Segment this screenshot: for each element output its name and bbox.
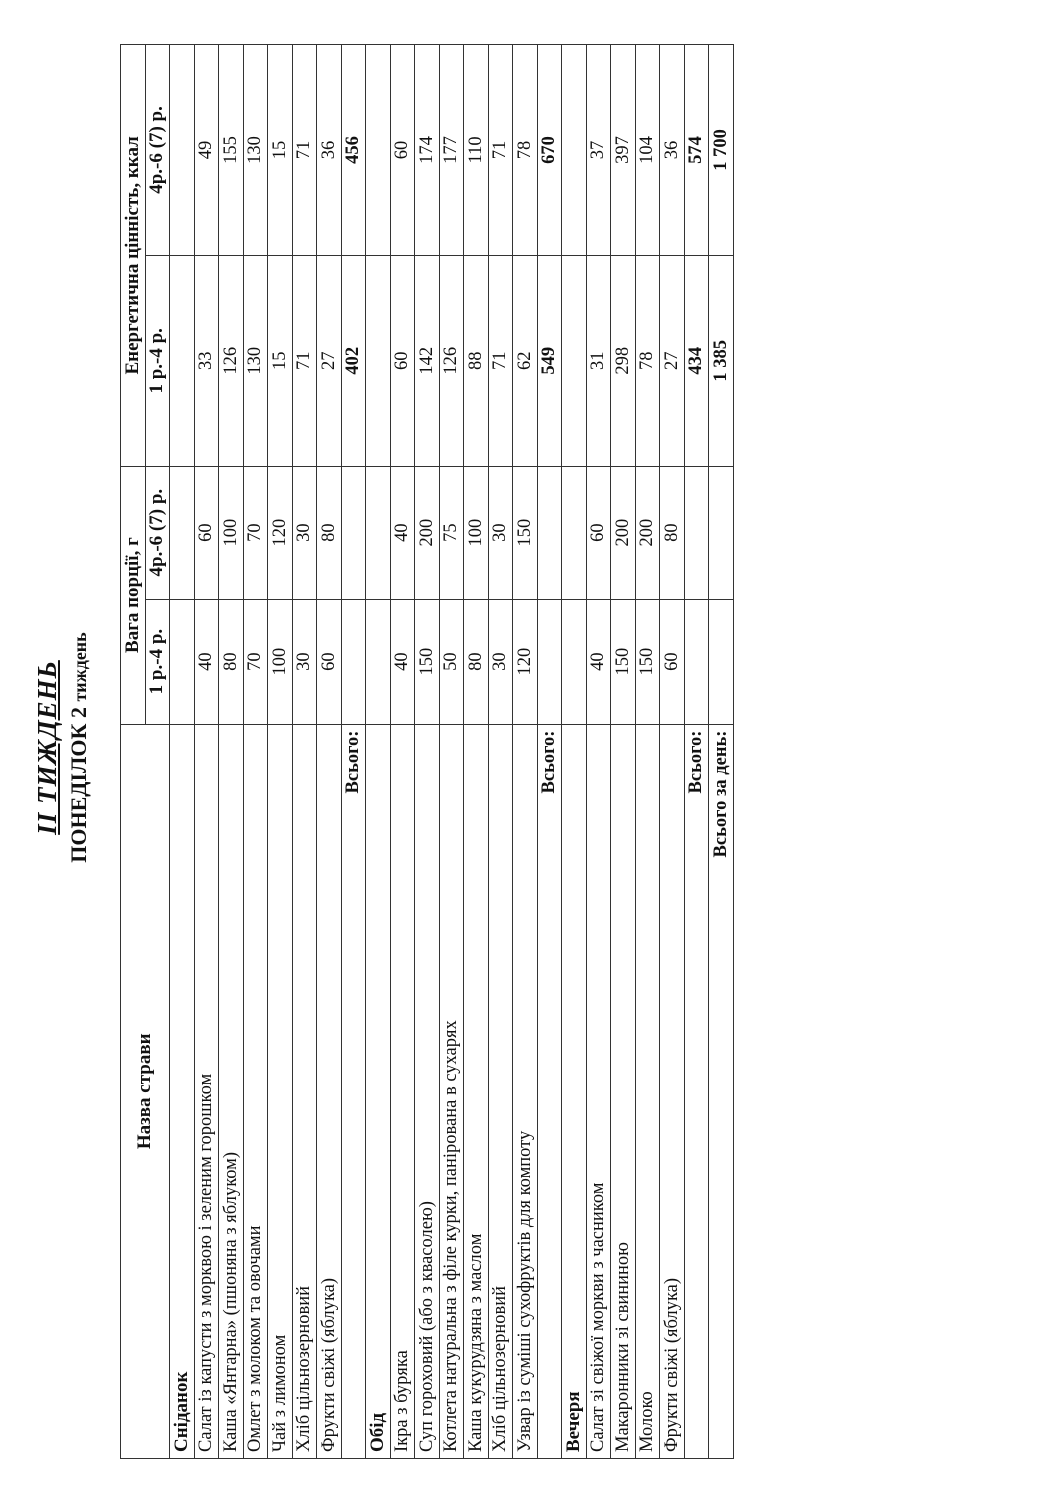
section-total-energy-age2: 670 (537, 45, 562, 256)
weight-age2: 70 (243, 466, 268, 599)
weight-age1: 150 (611, 599, 636, 724)
empty-cell (170, 466, 195, 599)
weight-age1: 30 (292, 599, 317, 724)
empty-cell (562, 466, 587, 599)
weight-age1: 40 (390, 599, 415, 724)
dish-name: Макаронники зі свининою (611, 724, 636, 1458)
energy-age2: 71 (488, 45, 513, 256)
empty-cell (366, 599, 391, 724)
energy-age1: 71 (488, 255, 513, 466)
energy-age1: 142 (415, 255, 440, 466)
day-name: ПОНЕДІЛОК 2 (66, 707, 91, 863)
empty-cell (170, 45, 195, 256)
section-total-energy-age1: 549 (537, 255, 562, 466)
dish-name: Каша «Янтарна» (пшоняна з яблуком) (219, 724, 244, 1458)
weight-age1: 80 (219, 599, 244, 724)
weight-age2: 60 (194, 466, 219, 599)
table-row (635, 45, 660, 1459)
dish-name: Хліб цільнозерновий (292, 724, 317, 1458)
section-total-row (684, 45, 709, 1459)
empty-cell (709, 599, 734, 724)
weight-age2: 80 (660, 466, 685, 599)
empty-cell (170, 255, 195, 466)
day-total-row (709, 45, 734, 1459)
header-row (121, 45, 146, 1459)
section-total-energy-age2: 574 (684, 45, 709, 256)
dish-name: Ікра з буряка (390, 724, 415, 1458)
energy-age1: 298 (611, 255, 636, 466)
empty-cell (366, 255, 391, 466)
empty-cell (366, 466, 391, 599)
energy-age2: 36 (660, 45, 685, 256)
dish-name: Узвар із суміші сухофруктів для компоту (513, 724, 538, 1458)
energy-age2: 60 (390, 45, 415, 256)
energy-age1: 31 (586, 255, 611, 466)
weight-age2: 30 (488, 466, 513, 599)
empty-cell (709, 466, 734, 599)
dish-name: Хліб цільнозерновий (488, 724, 513, 1458)
energy-age1: 71 (292, 255, 317, 466)
weight-age1: 150 (415, 599, 440, 724)
col-energy-age2: 4р.-6 (7) р. (145, 45, 170, 256)
energy-age1: 27 (317, 255, 342, 466)
weight-age2: 75 (439, 466, 464, 599)
empty-cell (537, 599, 562, 724)
energy-age2: 130 (243, 45, 268, 256)
weight-age2: 100 (464, 466, 489, 599)
col-dish-name: Назва страви (121, 724, 170, 1458)
energy-age1: 15 (268, 255, 293, 466)
week-title: II ТИЖДЕНЬ (32, 660, 62, 835)
section-total-label: Всього: (684, 724, 709, 1458)
col-energy-age1: 1 р.-4 р. (145, 255, 170, 466)
empty-cell (537, 466, 562, 599)
weight-age1: 60 (317, 599, 342, 724)
dish-name: Каша кукурудзяна з маслом (464, 724, 489, 1458)
weight-age2: 150 (513, 466, 538, 599)
weight-age1: 40 (194, 599, 219, 724)
weight-age1: 100 (268, 599, 293, 724)
table-row (513, 45, 538, 1459)
weight-age2: 60 (586, 466, 611, 599)
energy-age2: 78 (513, 45, 538, 256)
empty-cell (562, 45, 587, 256)
energy-age1: 62 (513, 255, 538, 466)
day-suffix: тиждень (70, 632, 90, 702)
energy-age2: 37 (586, 45, 611, 256)
energy-age1: 60 (390, 255, 415, 466)
section-title: Обід (366, 724, 391, 1458)
dish-name: Суп гороховий (або з квасолею) (415, 724, 440, 1458)
section-total-row (341, 45, 366, 1459)
dish-name: Чай з лимоном (268, 724, 293, 1458)
weight-age1: 40 (586, 599, 611, 724)
energy-age2: 15 (268, 45, 293, 256)
weight-age2: 200 (635, 466, 660, 599)
dish-name: Молоко (635, 724, 660, 1458)
section-total-row (537, 45, 562, 1459)
table-row (660, 45, 685, 1459)
weight-age2: 200 (611, 466, 636, 599)
section-row (366, 45, 391, 1459)
dish-name: Салат із капусти з морквою і зеленим горошком (194, 724, 219, 1458)
weight-age1: 70 (243, 599, 268, 724)
weight-age2: 30 (292, 466, 317, 599)
energy-age1: 78 (635, 255, 660, 466)
empty-cell (684, 466, 709, 599)
table-row (268, 45, 293, 1459)
energy-age2: 397 (611, 45, 636, 256)
col-energy: Енергетична цінність, ккал (121, 45, 146, 467)
section-total-energy-age2: 456 (341, 45, 366, 256)
dish-name: Салат зі свіжої моркви з часником (586, 724, 611, 1458)
dish-name: Омлет з молоком та овочами (243, 724, 268, 1458)
energy-age2: 110 (464, 45, 489, 256)
energy-age2: 49 (194, 45, 219, 256)
table-row (415, 45, 440, 1459)
table-row (586, 45, 611, 1459)
empty-cell (366, 45, 391, 256)
weight-age2: 80 (317, 466, 342, 599)
empty-cell (562, 599, 587, 724)
section-row (170, 45, 195, 1459)
weight-age2: 40 (390, 466, 415, 599)
energy-age1: 33 (194, 255, 219, 466)
section-row (562, 45, 587, 1459)
table-row (390, 45, 415, 1459)
table-row (317, 45, 342, 1459)
energy-age2: 71 (292, 45, 317, 256)
section-total-energy-age1: 402 (341, 255, 366, 466)
day-title (66, 0, 92, 1495)
weight-age1: 120 (513, 599, 538, 724)
energy-age2: 155 (219, 45, 244, 256)
day-total-energy-age1: 1 385 (709, 255, 734, 466)
table-row (611, 45, 636, 1459)
table-row (292, 45, 317, 1459)
weight-age2: 120 (268, 466, 293, 599)
section-title: Сніданок (170, 724, 195, 1458)
energy-age1: 126 (439, 255, 464, 466)
weight-age1: 30 (488, 599, 513, 724)
energy-age2: 174 (415, 45, 440, 256)
table-row (439, 45, 464, 1459)
empty-cell (341, 466, 366, 599)
col-weight-age1: 1 р.-4 р. (145, 599, 170, 724)
dish-name: Фрукти свіжі (яблука) (317, 724, 342, 1458)
dish-name: Котлета натуральна з філе курки, панірована в сухарях (439, 724, 464, 1458)
weight-age2: 200 (415, 466, 440, 599)
energy-age1: 27 (660, 255, 685, 466)
energy-age1: 130 (243, 255, 268, 466)
col-weight-age2: 4р.-6 (7) р. (145, 466, 170, 599)
section-total-energy-age1: 434 (684, 255, 709, 466)
table-row (243, 45, 268, 1459)
energy-age2: 36 (317, 45, 342, 256)
menu-body (170, 45, 734, 1459)
table-row (219, 45, 244, 1459)
weight-age1: 60 (660, 599, 685, 724)
energy-age2: 177 (439, 45, 464, 256)
weight-age2: 100 (219, 466, 244, 599)
section-title: Вечеря (562, 724, 587, 1458)
day-total-label: Всього за день: (709, 724, 734, 1458)
table-row (464, 45, 489, 1459)
energy-age1: 126 (219, 255, 244, 466)
empty-cell (170, 599, 195, 724)
weight-age1: 80 (464, 599, 489, 724)
empty-cell (341, 599, 366, 724)
table-row (488, 45, 513, 1459)
day-total-energy-age2: 1 700 (709, 45, 734, 256)
dish-name: Фрукти свіжі (яблука) (660, 724, 685, 1458)
section-total-label: Всього: (341, 724, 366, 1458)
weight-age1: 50 (439, 599, 464, 724)
empty-cell (684, 599, 709, 724)
menu-table (120, 44, 734, 1459)
empty-cell (562, 255, 587, 466)
table-row (194, 45, 219, 1459)
col-portion-weight: Вага порції, г (121, 466, 146, 724)
energy-age2: 104 (635, 45, 660, 256)
energy-age1: 88 (464, 255, 489, 466)
section-total-label: Всього: (537, 724, 562, 1458)
weight-age1: 150 (635, 599, 660, 724)
